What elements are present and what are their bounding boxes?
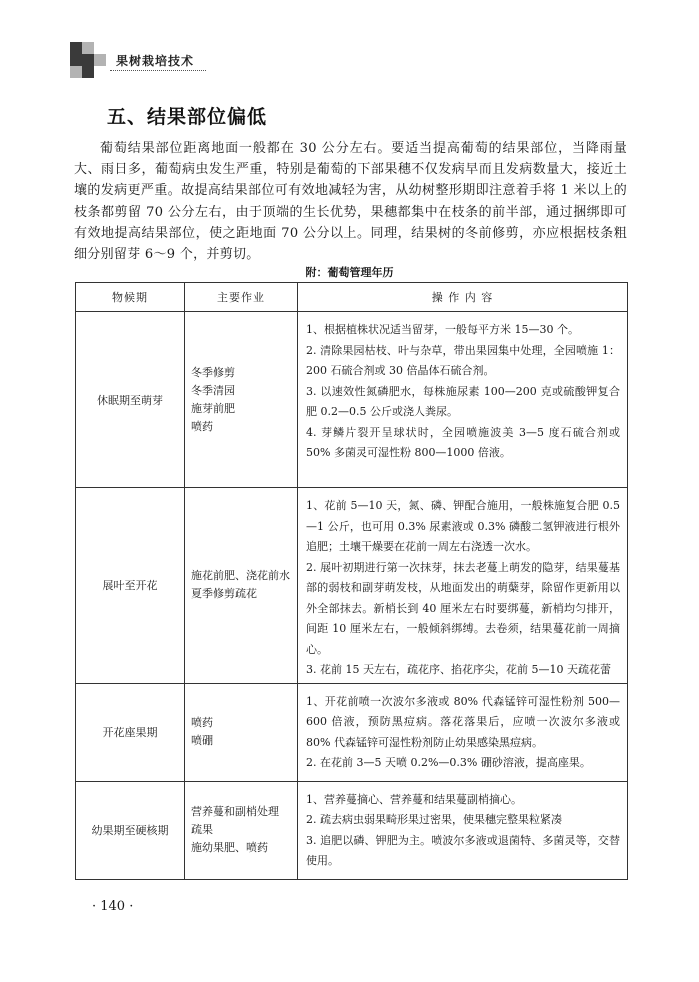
op-item: 2. 疏去病虫弱果畸形果过密果，使果穗完整果粒紧凑 [306, 813, 562, 826]
phase-cell: 开花座果期 [76, 683, 185, 781]
phase-cell: 休眠期至萌芽 [76, 312, 185, 488]
header-square-dark [82, 54, 94, 66]
work-cell [185, 683, 298, 781]
management-calendar-table [75, 282, 628, 880]
header-decoration [70, 42, 106, 78]
ops-cell [298, 488, 628, 684]
op-item: 2. 在花前 3—5 天喷 0.2%—0.3% 硼砂溶液，提高座果。 [306, 756, 591, 769]
section-title: 五、结果部位偏低 [107, 106, 268, 128]
work-item: 夏季修剪疏花 [191, 587, 257, 601]
work-item: 喷药 [191, 716, 213, 729]
header-square-light [82, 42, 94, 54]
ops-cell [298, 312, 628, 488]
op-item: 3. 花前 15 天左右，疏花序、掐花序尖，花前 5—10 天疏花蕾 [306, 663, 611, 676]
work-item: 喷硼 [191, 734, 213, 747]
table-header-row [76, 283, 628, 312]
header-dotted-rule [110, 70, 206, 71]
work-item: 施幼果肥、喷药 [191, 841, 268, 854]
header-ops: 操 作 内 容 [298, 283, 628, 312]
header-phase: 物候期 [76, 283, 185, 312]
work-item: 喷药 [191, 419, 213, 433]
ops-cell [298, 781, 628, 879]
table-row [76, 781, 628, 879]
work-cell [185, 488, 298, 684]
phase-cell: 展叶至开花 [76, 488, 185, 684]
phase-cell: 幼果期至硬核期 [76, 781, 185, 879]
work-cell [185, 312, 298, 488]
op-item: 3. 追肥以磷、钾肥为主。喷波尔多液或退菌特、多菌灵等，交替使用。 [306, 833, 620, 867]
running-header-title: 果树栽培技术 [116, 54, 195, 68]
op-item: 2. 清除果园枯枝、叶与杂草，带出果园集中处理，全园喷施 1：200 石硫合剂或 30 倍晶体石硫合剂。 [306, 343, 620, 377]
header-square-dark [70, 54, 82, 66]
work-item: 冬季修剪 [191, 365, 235, 379]
table-row [76, 488, 628, 684]
table-row [76, 312, 628, 488]
op-item: 1、花前 5—10 天，氮、磷、钾配合施用，一般株施复合肥 0.5—1 公斤，也可用 0.3% 尿素液或 0.3% 磷酸二氢钾液进行根外追肥；土壤干燥要在花前一周左右浇透一次水。 [306, 499, 620, 553]
op-item: 3. 以速效性氮磷肥水，每株施尿素 100—200 克或硫酸钾复合肥 0.2—0.5 公斤或浇人粪尿。 [306, 384, 620, 418]
header-square-light [94, 54, 106, 66]
header-square-dark [82, 66, 94, 78]
work-item: 疏果 [191, 823, 213, 836]
body-paragraph: 葡萄结果部位距离地面一般都在 30 公分左右。要适当提高葡萄的结果部位，当降雨量大、雨日多，葡萄病虫发生严重，特别是葡萄的下部果穗不仅发病早而且发病数量大，接近土壤的发病更严重。故提高结果部位可有效地减轻为害，从幼树整形期即注意着手将 1 米以上的枝条都剪留 70 公分左右，由于顶端的生长优势，果穗都集中在枝条的前半部，通过捆绑即可有效地提高结果部位，使之距地面 70 公分以上。同理，结果树的冬前修剪，亦应根据枝条粗细分别留芽 6～9 个，并剪切。 [74, 141, 627, 263]
work-item: 施花前肥、浇花前水 [191, 569, 290, 583]
work-item: 冬季清园 [191, 383, 235, 397]
op-item: 1、根据植株状况适当留芽，一般每平方米 15—30 个。 [306, 323, 579, 336]
ops-cell [298, 683, 628, 781]
op-item: 1、开花前喷一次波尔多液或 80% 代森锰锌可湿性粉剂 500—600 倍液，预防黑痘病。落花落果后，应喷一次波尔多液或 80% 代森锰锌可湿性粉剂防止幼果感染黑痘病。 [306, 694, 620, 749]
work-item: 施芽前肥 [191, 401, 235, 415]
header-square-light [70, 66, 82, 78]
work-item: 营养蔓和副梢处理 [191, 805, 279, 818]
op-item: 1、营养蔓摘心、营养蔓和结果蔓副梢摘心。 [306, 792, 522, 806]
header-square-dark [70, 42, 82, 54]
op-item: 2. 展叶初期进行第一次抹芽，抹去老蔓上萌发的隐芽，结果蔓基部的弱枝和副芽萌发枝，从地面发出的萌蘖芽，除留作更新用以外全部抹去。新梢长到 40 厘米左右时要绑蔓，新梢均匀排开，间距 10 厘米左右，一般倾斜绑缚。去卷须，结果蔓花前一周摘心。 [306, 560, 620, 656]
table-row [76, 683, 628, 781]
op-item: 4. 芽鳞片裂开呈球状时，全园喷施波美 3—5 度石硫合剂或 50% 多菌灵可湿性粉 800—1000 倍液。 [306, 425, 620, 459]
page-number: · 140 · [92, 899, 134, 914]
work-cell [185, 781, 298, 879]
header-work: 主要作业 [185, 283, 298, 312]
table-caption: 附：葡萄管理年历 [305, 266, 394, 279]
